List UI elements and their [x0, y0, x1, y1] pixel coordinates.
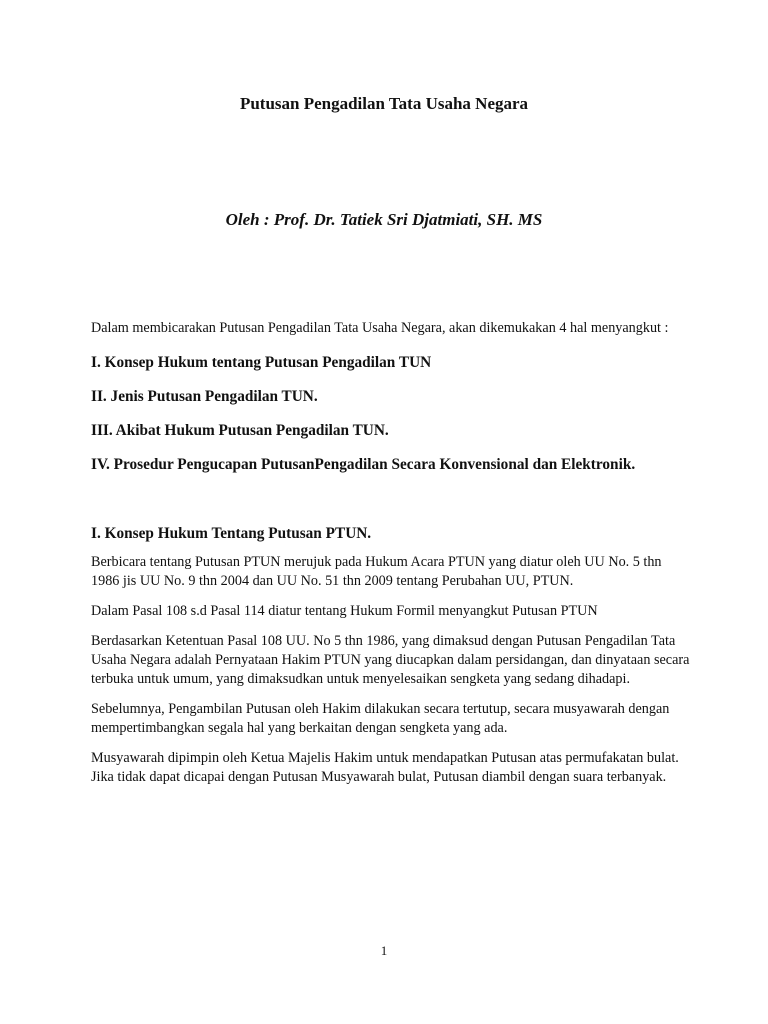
intro-paragraph: Dalam membicarakan Putusan Pengadilan Tata Usaha Negara, akan dikemukakan 4 hal menyangkut :: [91, 320, 669, 336]
page-number: 1: [380, 943, 388, 958]
document-author: Oleh : Prof. Dr. Tatiek Sri Djatmiati, SH. MS: [225, 210, 543, 229]
toc-item-4: IV. Prosedur Pengucapan PutusanPengadilan Secara Konvensional dan Elektronik.: [91, 456, 636, 473]
body-paragraph-4: Sebelumnya, Pengambilan Putusan oleh Hakim dilakukan secara tertutup, secara musyawarah dengan mempertimbangkan segala hal yang berkaitan dengan sengketa yang ada.: [91, 701, 670, 736]
document-body: [91, 319, 691, 798]
toc-item-3: III. Akibat Hukum Putusan Pengadilan TUN.: [91, 422, 389, 439]
toc-item-2: II. Jenis Putusan Pengadilan TUN.: [91, 388, 318, 405]
toc-item-1: I. Konsep Hukum tentang Putusan Pengadilan TUN: [91, 354, 432, 371]
body-paragraph-1: Berbicara tentang Putusan PTUN merujuk pada Hukum Acara PTUN yang diatur oleh UU No. 5 thn 1986 jis UU No. 9 thn 2004 dan UU No. 51 thn 2009 tentang Perubahan UU, PTUN.: [91, 554, 662, 589]
document-title: Putusan Pengadilan Tata Usaha Negara: [239, 94, 529, 113]
body-paragraph-2: Dalam Pasal 108 s.d Pasal 114 diatur tentang Hukum Formil menyangkut Putusan PTUN: [91, 603, 598, 619]
body-paragraph-3: Berdasarkan Ketentuan Pasal 108 UU. No 5 thn 1986, yang dimaksud dengan Putusan Pengadilan Tata Usaha Negara adalah Pernyataan Hakim PTUN yang diucapkan dalam persidangan, dan dinyataan secara terbuka untuk umum, yang dimaksudkan untuk menyelesaikan sengketa yang sedang dihadapi.: [91, 633, 690, 687]
section-heading: I. Konsep Hukum Tentang Putusan PTUN.: [91, 525, 372, 542]
body-paragraph-5: Musyawarah dipimpin oleh Ketua Majelis Hakim untuk mendapatkan Putusan atas permufakatan bulat. Jika tidak dapat dicapai dengan Putusan Musyawarah bulat, Putusan diambil dengan suara terbanyak.: [91, 750, 679, 785]
